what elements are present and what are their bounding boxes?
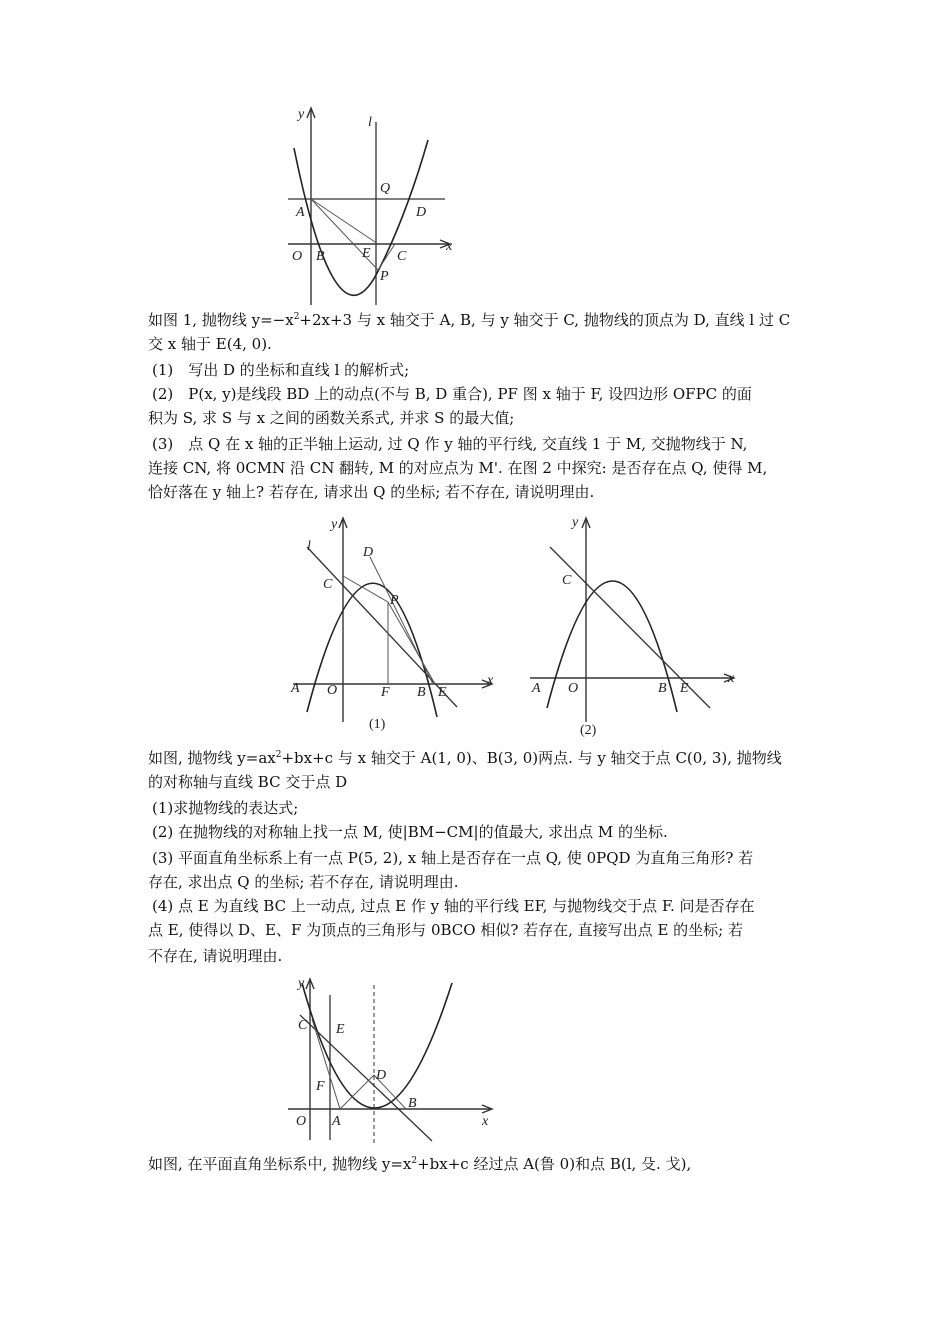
problem1-q1: (1) 写出 D 的坐标和直线 l 的解析式; (152, 361, 410, 379)
problem1-line1: 如图 1, 抛物线 $y=-x^2+2x+3$ 与 x 轴交于 A, B, 与 y 轴交于 C, 抛物线的顶点为 D, 直线 l 过 C (148, 311, 791, 329)
problem2-q4-line2: 点 E, 使得以 D、E、F 为顶点的三角形与 0BCO 相似? 若存在, 直接写出点 E 的坐标; 若 (148, 921, 743, 939)
label-y: y (298, 107, 305, 122)
caption-2: (2) (580, 723, 597, 738)
problem1-q3-line3: 恰好落在 y 轴上? 若存在, 请求出 Q 的坐标; 若不存在, 请说明理由. (148, 483, 595, 501)
label-A: A (532, 681, 541, 696)
problem1-line2: 交 x 轴于 E(4, 0). (148, 335, 272, 353)
label-y: y (298, 976, 305, 991)
label-y: y (572, 515, 579, 530)
label-y: y (331, 517, 338, 532)
label-B: B (658, 681, 667, 696)
figure-2-left (285, 512, 500, 742)
segment-P-C (378, 244, 395, 270)
label-A: A (296, 205, 305, 220)
label-x: x (446, 239, 453, 254)
label-B: B (417, 685, 426, 700)
problem1-q2-line1: (2) P(x, y)是线段 BD 上的动点(不与 B, D 重合), PF 图 x 轴于 F, 设四边形 OFPC 的面 (152, 385, 752, 403)
problem1-q3-line2: 连接 CN, 将 0CMN 沿 CN 翻转, M 的对应点为 M'. 在图 2 中探究: 是否存在点 Q, 使得 M, (148, 459, 768, 477)
label-C: C (562, 573, 572, 588)
problem2-q1: (1)求抛物线的表达式; (152, 799, 299, 817)
label-D: D (376, 1068, 387, 1083)
label-C: C (323, 577, 333, 592)
label-O: O (568, 681, 579, 696)
label-B: B (408, 1096, 417, 1111)
label-x: x (482, 1114, 489, 1129)
label-D: D (363, 545, 374, 560)
label-E: E (336, 1022, 345, 1037)
figure-1 (280, 100, 460, 310)
label-l: l (368, 115, 372, 130)
label-x: x (487, 673, 494, 688)
parabola (294, 140, 428, 295)
label-l: l (307, 539, 311, 554)
label-D: D (416, 205, 427, 220)
label-O: O (327, 683, 338, 698)
figure-3 (280, 975, 500, 1150)
problem2-q4-line3: 不存在, 请说明理由. (148, 947, 283, 965)
label-C: C (298, 1018, 308, 1033)
label-x: x (728, 671, 735, 686)
problem2-q3-line2: 存在, 求出点 Q 的坐标; 若不存在, 请说明理由. (148, 873, 459, 891)
label-C: C (397, 249, 407, 264)
segment-P-B (388, 602, 435, 684)
label-P: P (380, 269, 389, 284)
problem3-line1: 如图, 在平面直角坐标系中, 抛物线 $y=x^2+bx+c$ 经过点 A(鲁 0)和点 B(l, 殳. 戈), (148, 1155, 692, 1173)
caption-1: (1) (369, 717, 386, 732)
problem2-line2: 的对称轴与直线 BC 交于点 D (148, 773, 348, 791)
label-E: E (680, 681, 689, 696)
problem1-q2-line2: 积为 S, 求 S 与 x 之间的函数关系式, 并求 S 的最大值; (148, 409, 515, 427)
problem2-q2: (2) 在抛物线的对称轴上找一点 M, 使|BM−CM|的值最大, 求出点 M 的坐标. (152, 823, 668, 841)
segment-A-D (340, 1075, 374, 1109)
problem2-q4-line1: (4) 点 E 为直线 BC 上一动点, 过点 E 作 y 轴的平行线 EF, 与抛物线交于点 F. 问是否存在 (152, 897, 755, 915)
problem2-q3-line1: (3) 平面直角坐标系上有一点 P(5, 2), x 轴上是否存在一点 Q, 使 0PQD 为直角三角形? 若 (152, 849, 754, 867)
problem1-q3-line1: (3) 点 Q 在 x 轴的正半轴上运动, 过 Q 作 y 轴的平行线, 交直线 1 于 M, 交抛物线于 N, (152, 435, 748, 453)
figure-2-right (522, 512, 747, 742)
label-O: O (292, 249, 303, 264)
label-B: B (316, 249, 325, 264)
label-E: E (438, 685, 447, 700)
segment-A-E (311, 199, 378, 244)
label-A: A (291, 681, 300, 696)
label-E: E (362, 246, 371, 261)
label-A: A (332, 1114, 341, 1129)
problem2-line1: 如图, 抛物线 $y=ax^2+bx+c$ 与 x 轴交于 A(1, 0)、B(3, 0)两点. 与 y 轴交于点 C(0, 3), 抛物线 (148, 749, 782, 767)
label-O: O (296, 1114, 307, 1129)
label-Q: Q (380, 181, 391, 196)
label-F: F (316, 1079, 325, 1094)
label-F: F (381, 685, 390, 700)
label-P: P (390, 593, 399, 608)
